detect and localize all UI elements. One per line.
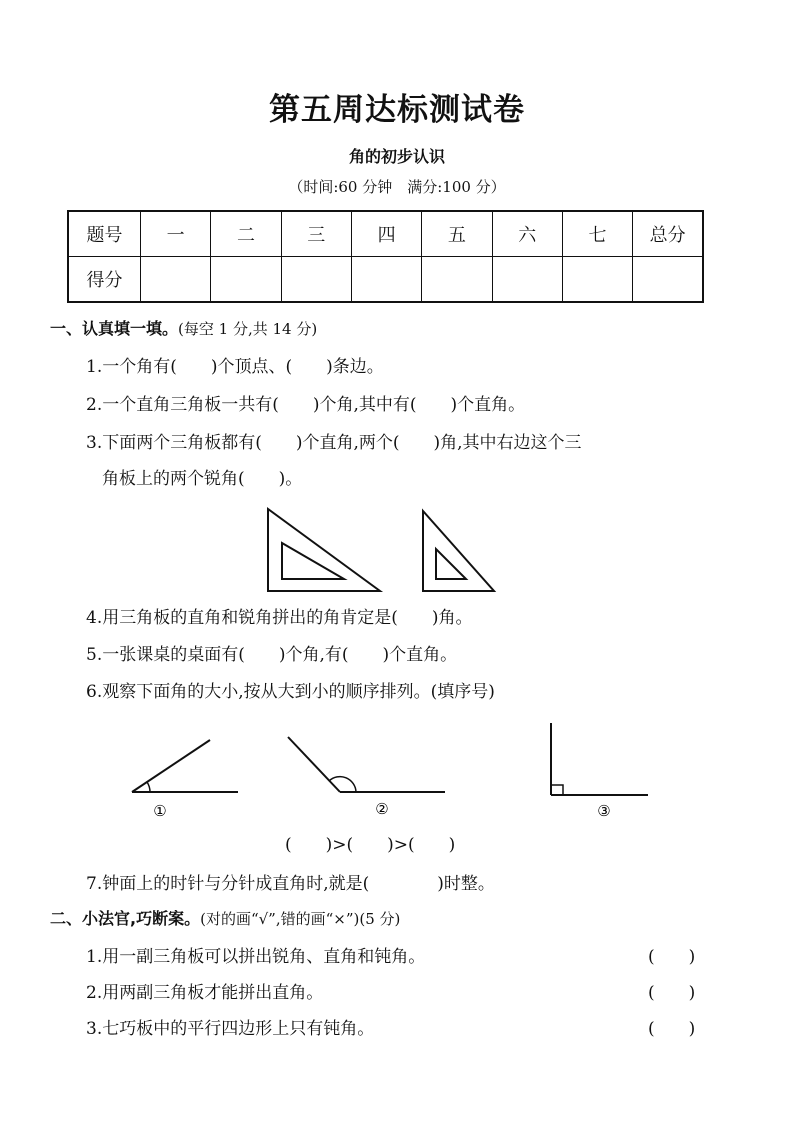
table-cell: 二 <box>211 211 281 257</box>
table-cell: 四 <box>351 211 421 257</box>
judge-item: 2.用两副三角板才能拼出直角。 <box>86 983 324 1003</box>
angle-label-1: ① <box>153 802 167 820</box>
score-cell[interactable] <box>141 257 211 303</box>
score-cell[interactable] <box>633 257 703 303</box>
score-cell[interactable] <box>422 257 492 303</box>
section-title: 二、小法官,巧断案。 <box>50 909 201 928</box>
page-title: 第五周达标测试卷 <box>269 92 525 128</box>
section-heading <box>50 316 317 339</box>
table-row <box>68 211 703 257</box>
page-subtitle: 角的初步认识 <box>348 147 445 166</box>
question-3-line-2: 角板上的两个锐角( )。 <box>102 469 303 489</box>
table-cell: 得分 <box>68 257 141 303</box>
table-cell: 题号 <box>68 211 141 257</box>
angle-figures <box>120 715 660 825</box>
table-cell: 三 <box>281 211 351 257</box>
question-2: 2.一个直角三角板一共有( )个角,其中有( )个直角。 <box>86 395 526 415</box>
question-3-line-1: 3.下面两个三角板都有( )个直角,两个( )角,其中右边这个三 <box>86 433 582 453</box>
section-note: (每空 1 分,共 14 分) <box>178 320 318 338</box>
question-1: 1.一个角有( )个顶点、( )条边。 <box>86 357 384 377</box>
score-cell[interactable] <box>281 257 351 303</box>
judge-item: 1.用一副三角板可以拼出锐角、直角和钝角。 <box>86 947 426 967</box>
section-heading <box>50 906 400 929</box>
angle-label-2: ② <box>375 800 389 818</box>
answer-mark[interactable]: ( ) <box>648 1019 696 1039</box>
set-square-right <box>423 511 494 591</box>
table-cell: 五 <box>422 211 492 257</box>
table-row <box>68 257 703 303</box>
score-cell[interactable] <box>351 257 421 303</box>
table-cell: 总分 <box>633 211 703 257</box>
score-cell[interactable] <box>211 257 281 303</box>
table-cell: 一 <box>141 211 211 257</box>
set-square-left <box>268 509 380 591</box>
table-cell: 六 <box>492 211 562 257</box>
angle-3 <box>551 723 648 795</box>
score-table <box>67 210 704 303</box>
section-note: (对的画“√”,错的画“×”)(5 分) <box>200 910 401 928</box>
question-7: 7.钟面上的时针与分针成直角时,就是( )时整。 <box>86 874 495 894</box>
score-cell[interactable] <box>562 257 632 303</box>
answer-mark[interactable]: ( ) <box>648 983 696 1003</box>
exam-meta: （时间:60 分钟 满分:100 分） <box>288 178 506 196</box>
question-4: 4.用三角板的直角和锐角拼出的角肯定是( )角。 <box>86 608 473 628</box>
judge-item: 3.七巧板中的平行四边形上只有钝角。 <box>86 1019 375 1039</box>
angle-1 <box>132 740 238 792</box>
score-cell[interactable] <box>492 257 562 303</box>
angle-2 <box>288 737 445 792</box>
order-answer-line: ( )>( )>( ) <box>285 835 456 855</box>
table-cell: 七 <box>562 211 632 257</box>
question-6: 6.观察下面角的大小,按从大到小的顺序排列。(填序号) <box>86 682 495 702</box>
section-title: 一、认真填一填。 <box>50 319 179 338</box>
question-5: 5.一张课桌的桌面有( )个角,有( )个直角。 <box>86 645 458 665</box>
set-square-figures <box>260 505 510 597</box>
answer-mark[interactable]: ( ) <box>648 947 696 967</box>
angle-label-3: ③ <box>597 802 611 820</box>
